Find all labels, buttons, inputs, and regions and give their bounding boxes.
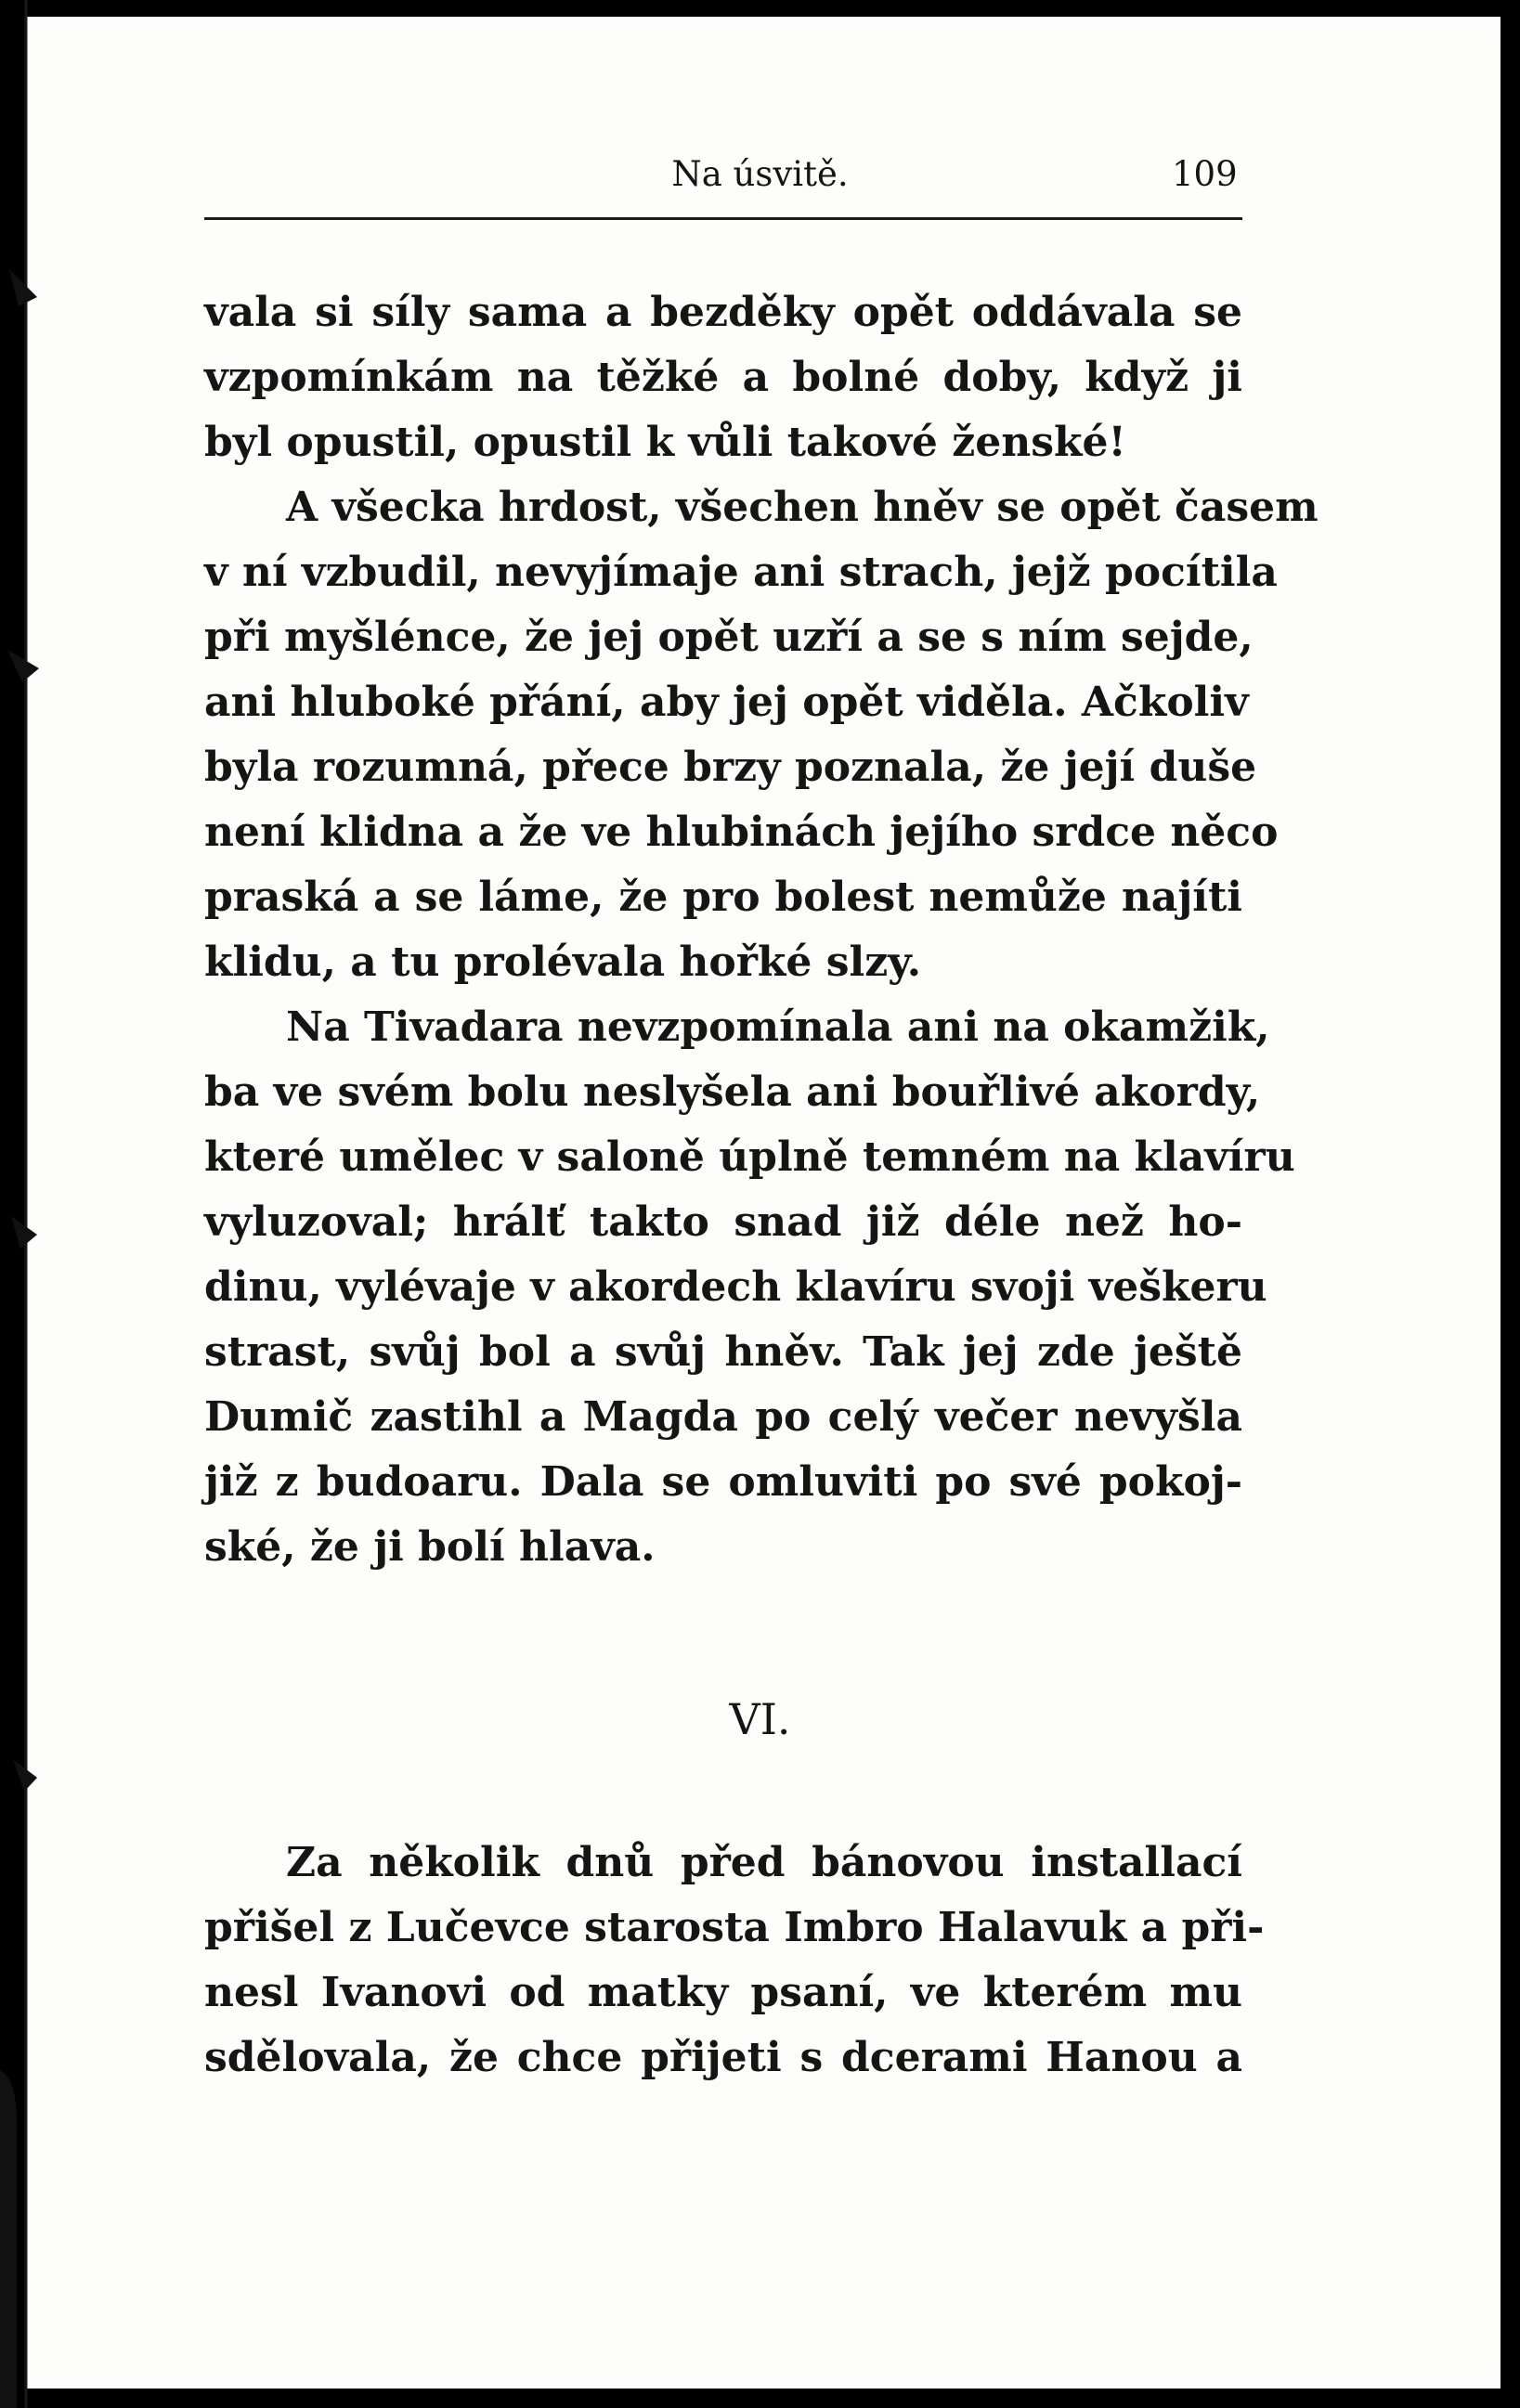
paragraph-3	[204, 995, 1295, 1580]
text-line: vzpomínkám na těžké a bolné doby, když ji	[204, 354, 1242, 401]
paragraph-4	[204, 1831, 1265, 2091]
text-line: dinu, vylévaje v akordech klavíru svoji veškeru	[204, 1263, 1267, 1311]
text-line: vyluzoval; hrálť takto snad již déle než ho-	[204, 1198, 1242, 1246]
text-line: není klidna a že ve hlubinách jejího srdce něco	[204, 809, 1279, 856]
text-line: byla rozumná, přece brzy poznala, že její duše	[204, 744, 1257, 791]
text-line: strast, svůj bol a svůj hněv. Tak jej zde ještě	[204, 1328, 1242, 1376]
text-line: přišel z Lučevce starosta Imbro Halavuk a při-	[204, 1904, 1265, 1951]
text-line: vala si síly sama a bezděky opět oddávala se	[204, 289, 1242, 336]
text-line: při myšlénce, že jej opět uzří a se s ním sejde,	[204, 614, 1254, 661]
text-line: Dumič zastihl a Magda po celý večer nevyšla	[204, 1393, 1242, 1441]
chapter-heading: VI.	[729, 1694, 791, 1744]
text-line: které umělec v saloně úplně temném na klavíru	[204, 1133, 1295, 1181]
text-line: ské, že ji bolí hlava.	[204, 1523, 656, 1571]
paragraph-1	[204, 280, 1242, 475]
text-line: Za několik dnů před bánovou installací	[286, 1839, 1242, 1886]
text-line: klidu, a tu prolévala hořké slzy.	[204, 939, 922, 986]
text-line: ba ve svém bolu neslyšela ani bouřlivé akordy,	[204, 1068, 1261, 1116]
running-head: Na úsvitě.	[671, 154, 849, 194]
page-number: 109	[1172, 154, 1238, 194]
paragraph-2	[204, 475, 1319, 995]
text-line: praská a se láme, že pro bolest nemůže najíti	[204, 874, 1242, 921]
text-line: byl opustil, opustil k vůli takové ženské!	[204, 419, 1126, 466]
header-rule	[204, 217, 1242, 220]
scan-binding-marks	[0, 0, 56, 2408]
text-line: v ní vzbudil, nevyjímaje ani strach, jejž pocítila	[204, 549, 1278, 596]
text-line: již z budoaru. Dala se omluviti po své pokoj-	[204, 1458, 1242, 1506]
text-line: nesl Ivanovi od matky psaní, ve kterém mu	[204, 1969, 1242, 2016]
text-line: ani hluboké přání, aby jej opět viděla. Ačkoliv	[204, 679, 1249, 726]
text-line: A všecka hrdost, všechen hněv se opět časem	[286, 484, 1319, 531]
text-line: Na Tivadara nevzpomínala ani na okamžik,	[286, 1003, 1270, 1051]
text-line: sdělovala, že chce přijeti s dcerami Hanou a	[204, 2034, 1242, 2081]
